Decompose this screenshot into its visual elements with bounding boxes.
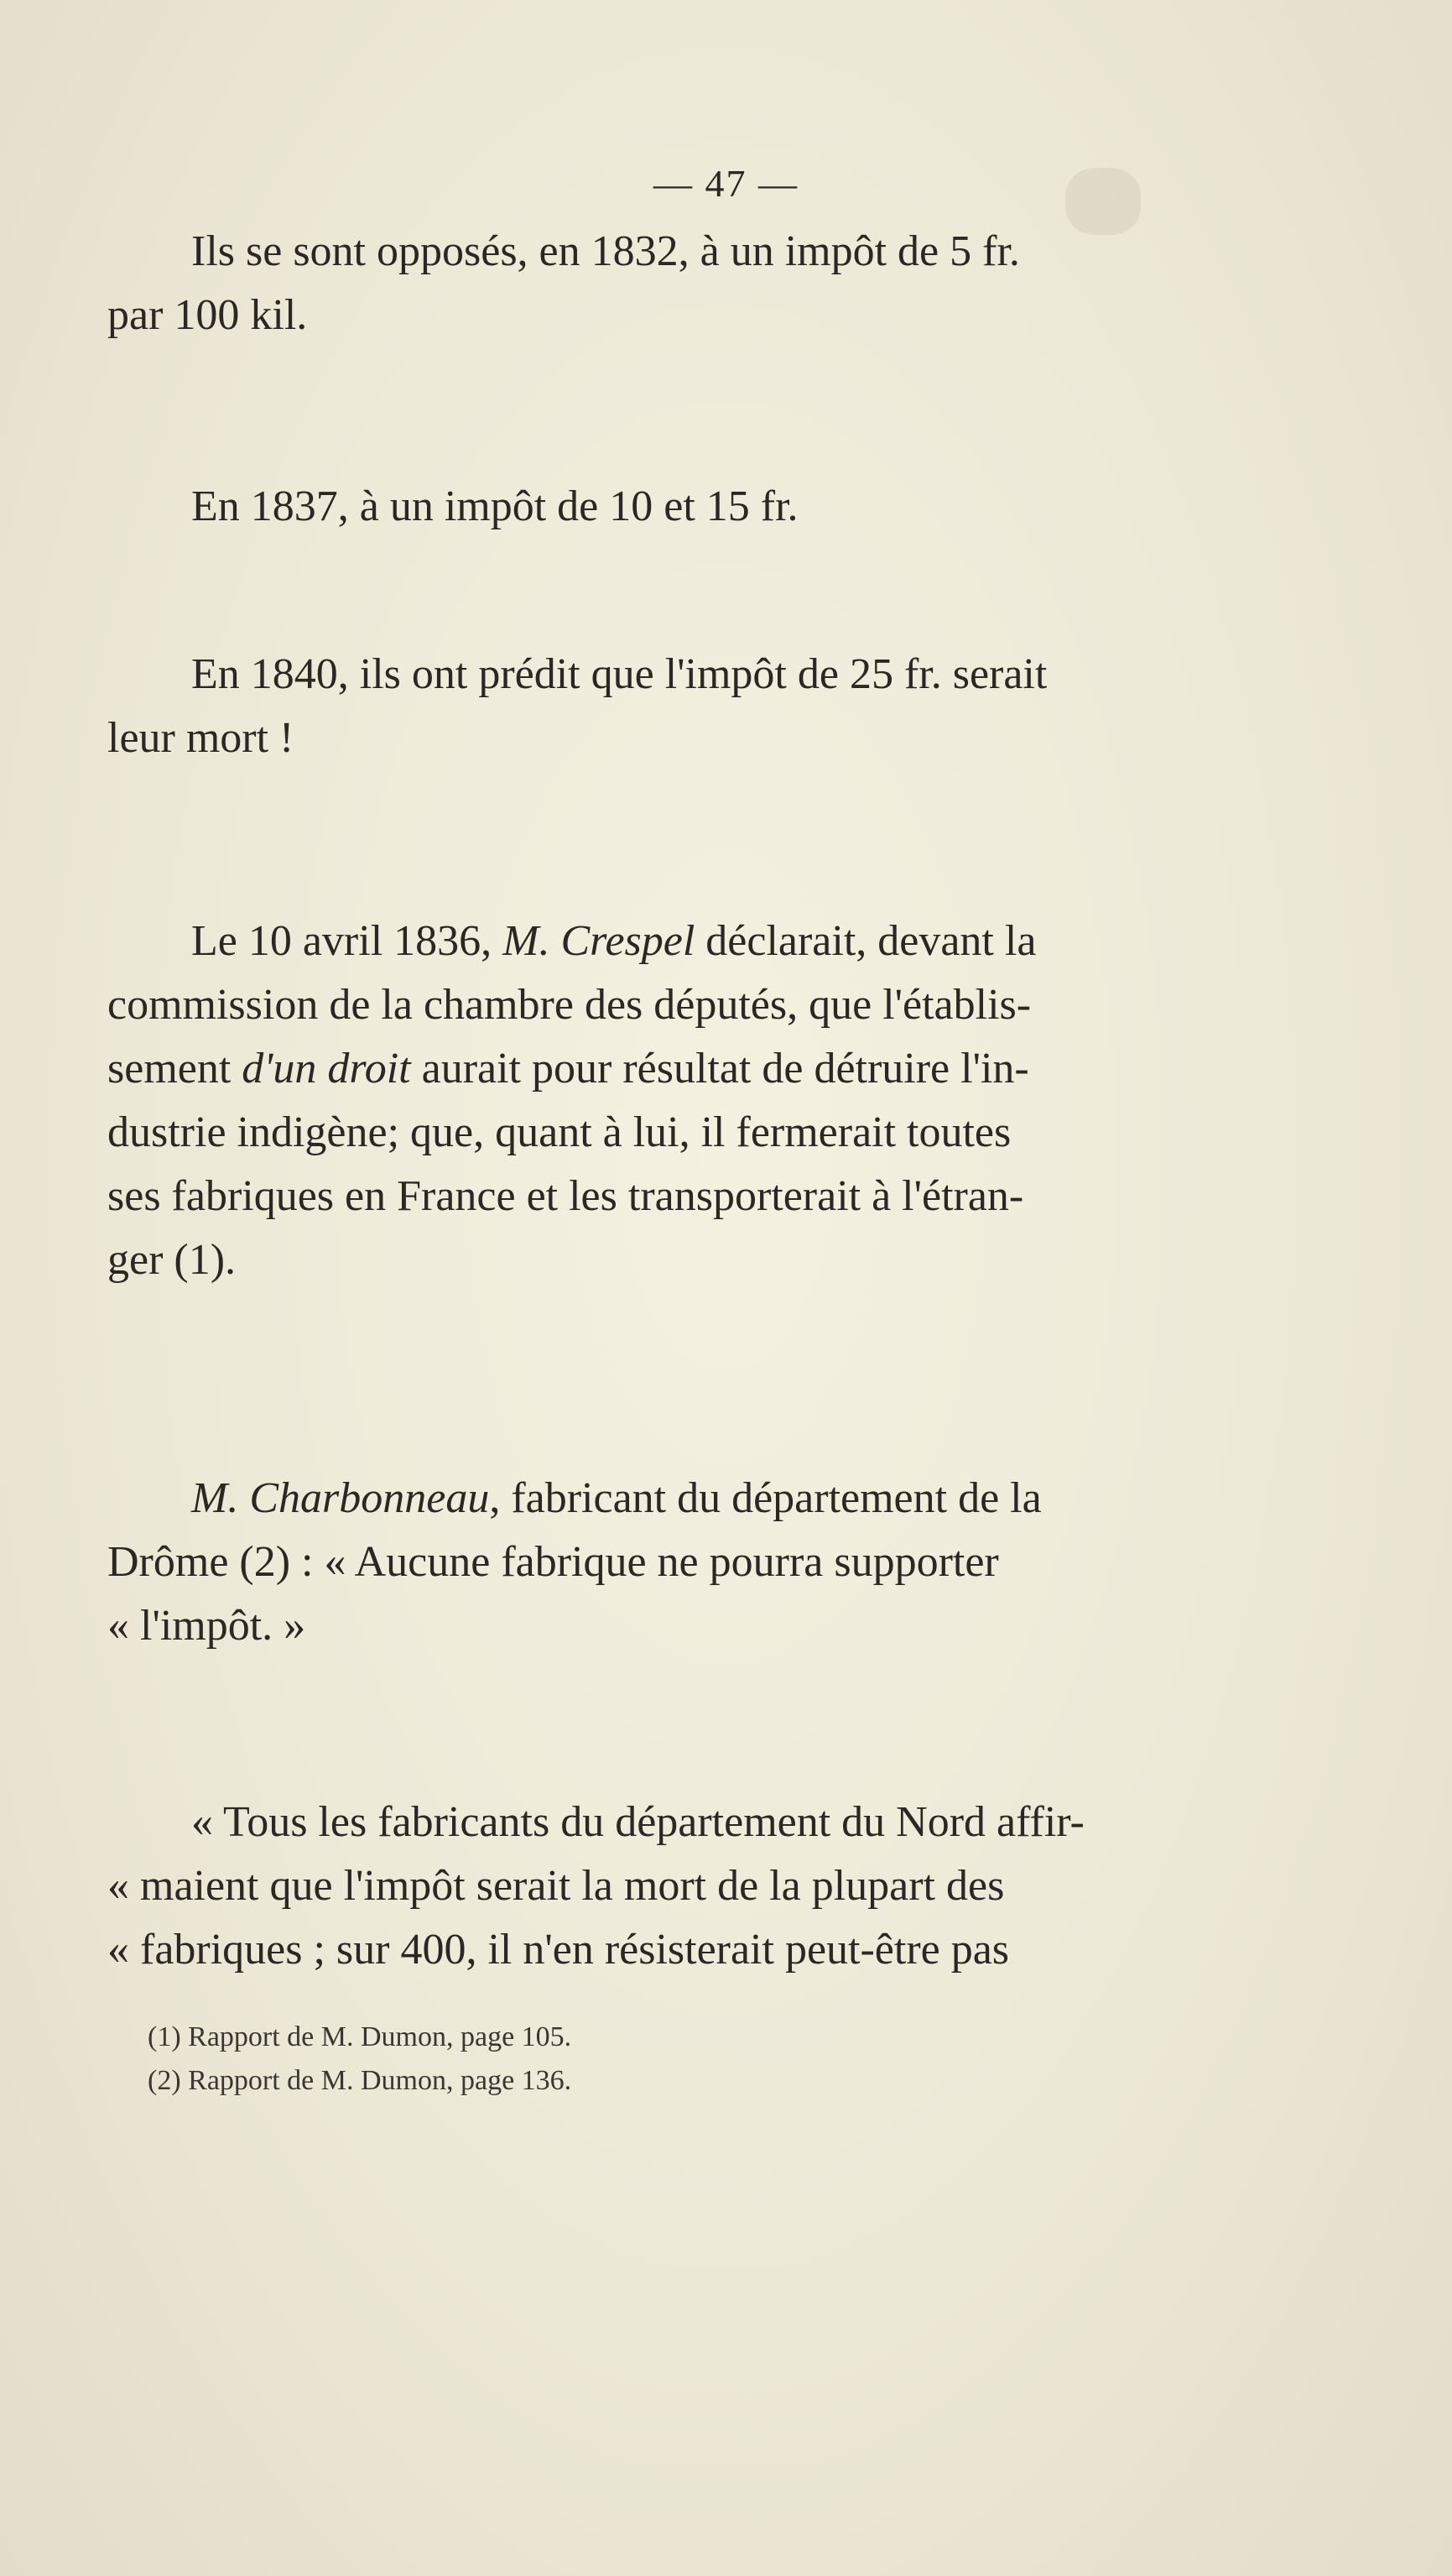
paragraph-4-line-3: [107, 1037, 1340, 1101]
paragraph-6-line-2: « maient que l'impôt serait la mort de la plupart des: [107, 1862, 1005, 1910]
person-name-charbonneau: M. Charbonneau: [191, 1474, 490, 1522]
person-name-crespel: M. Crespel: [502, 917, 695, 965]
paragraph-4-line-3-post: aurait pour résultat de détruire l'in-: [410, 1045, 1029, 1092]
paragraph-4-line-2: commission de la chambre des députés, que l'établis-: [107, 981, 1032, 1029]
paragraph-4-line-3-pre: sement: [107, 1045, 242, 1092]
paragraph-3-line-2: leur mort !: [107, 714, 294, 762]
paragraph-6-line-1: « Tous les fabricants du département du Nord affir-: [191, 1798, 1085, 1846]
italic-phrase: d'un droit: [242, 1045, 411, 1092]
footnote-1: (1) Rapport de M. Dumon, page 105.: [148, 2021, 572, 2052]
paragraph-4-line-4: dustrie indigène; que, quant à lui, il fermerait toutes: [107, 1108, 1012, 1156]
paragraph-5-line-3: « l'impôt. »: [107, 1602, 306, 1650]
paragraph-4-line-1-post: déclarait, devant la: [695, 917, 1037, 965]
page-number: — 47 —: [653, 162, 799, 205]
paragraph-3-line-1: En 1840, ils ont prédit que l'impôt de 25 fr. serait: [191, 650, 1048, 698]
footnote-2: (2) Rapport de M. Dumon, page 136.: [148, 2065, 572, 2096]
paragraph-2-line-1: En 1837, à un impôt de 10 et 15 fr.: [191, 482, 799, 530]
paragraph-3: [107, 643, 1340, 770]
paragraph-6-line-3: « fabriques ; sur 400, il n'en résisterait peut-être pas: [107, 1926, 1010, 1974]
paragraph-4-line-5: ses fabriques en France et les transporterait à l'étran-: [107, 1172, 1024, 1220]
paragraph-6: [107, 1791, 1340, 1982]
paragraph-4-line-1-pre: Le 10 avril 1836,: [191, 917, 503, 965]
paragraph-1: [107, 220, 1340, 347]
paragraph-5-line-1: [107, 1467, 1340, 1530]
paragraph-5-line-1-post: , fabricant du département de la: [489, 1474, 1042, 1522]
paragraph-5: [107, 1467, 1340, 1658]
paragraph-1-line-2: par 100 kil.: [107, 291, 308, 339]
paragraph-2: [107, 475, 1340, 539]
paragraph-1-line-1: Ils se sont opposés, en 1832, à un impôt de 5 fr.: [191, 227, 1020, 275]
footnotes: [148, 2015, 571, 2103]
paragraph-4-line-6: ger (1).: [107, 1236, 237, 1284]
paragraph-4-line-1: [107, 910, 1340, 973]
paragraph-5-line-2: Drôme (2) : « Aucune fabrique ne pourra supporter: [107, 1538, 999, 1586]
paragraph-4: [107, 910, 1340, 1292]
